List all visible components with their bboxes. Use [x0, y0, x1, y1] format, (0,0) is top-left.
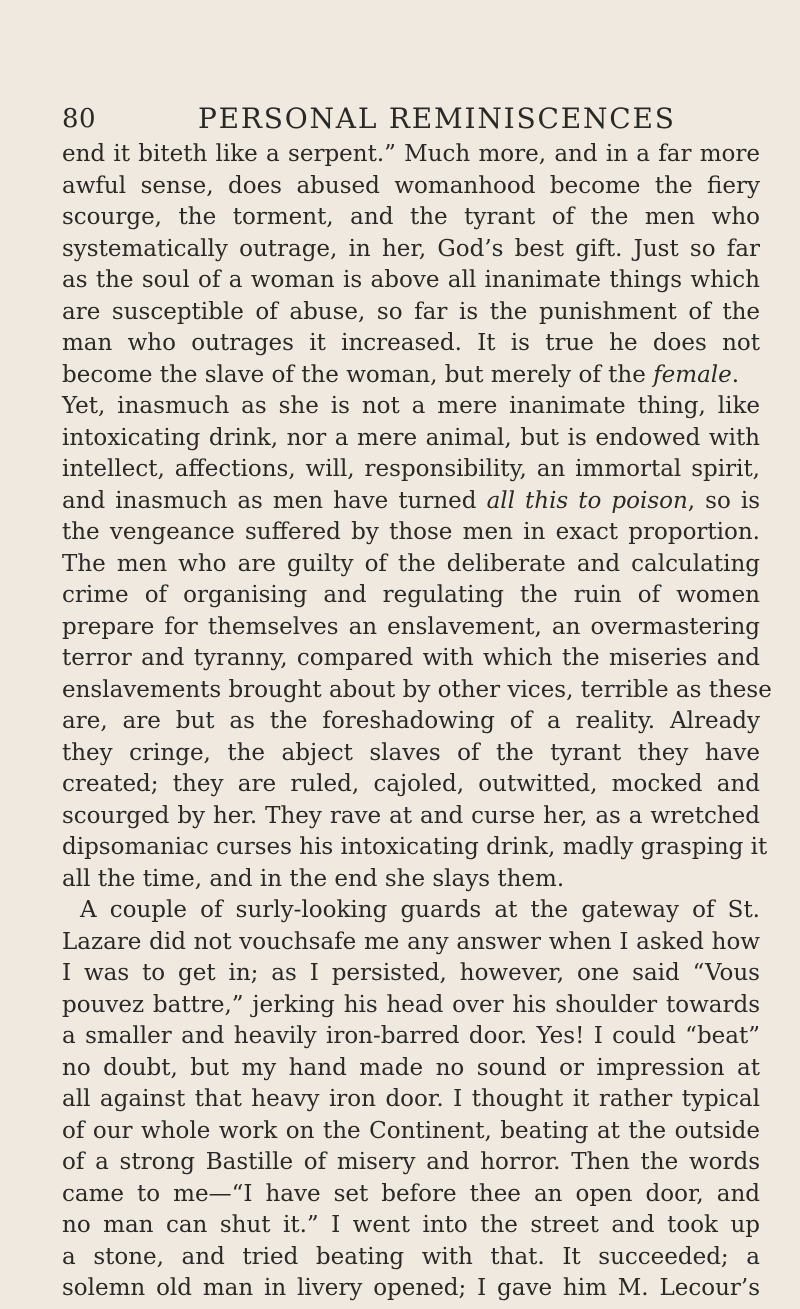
running-title: PERSONAL REMINISCENCES [198, 102, 676, 135]
text-line: Yet, inasmuch as she is not a mere inanimate thing, like [62, 393, 760, 419]
text-line [62, 486, 760, 518]
text-line: dipsomaniac curses his intoxicating drink, madly grasping it [62, 834, 768, 860]
emphasis-text: female [653, 361, 732, 388]
text-line: I was to get in; as I persisted, however, one said “Vous [62, 960, 760, 986]
page-header [62, 96, 762, 136]
text-line: came to me—“I have set before thee an open door, and [62, 1180, 760, 1207]
text-line: The men who are guilty of the deliberate and calculating [62, 550, 760, 577]
text-line: terror and tyranny, compared with which the miseries and [62, 645, 760, 671]
text-line: crime of organising and regulating the ruin of women [62, 582, 760, 608]
text-line: they cringe, the abject slaves of the tyrant they have [62, 739, 760, 766]
text-line: Lazare did not vouchsafe me any answer when I asked how [62, 928, 760, 955]
text-segment: . [731, 361, 740, 388]
text-line: systematically outrage, in her, God’s best gift. Just so far [62, 235, 760, 262]
text-line: intoxicating drink, nor a mere animal, but is endowed with [62, 424, 760, 451]
text-line: no doubt, but my hand made no sound or impression at [62, 1054, 760, 1081]
text-line: solemn old man in livery opened; I gave him M. Lecour’s [62, 1275, 760, 1301]
text-segment: become the slave of the woman, but merely of the [62, 361, 646, 388]
text-line: scourge, the torment, and the tyrant of the men who [62, 204, 760, 230]
text-line: of a strong Bastille of misery and horror. Then the words [62, 1149, 760, 1175]
text-line: are, are but as the foreshadowing of a reality. Already [62, 708, 760, 734]
text-line: man who outrages it increased. It is true he does not [62, 330, 760, 356]
text-line: end it biteth like a serpent.” Much more, and in a far more [62, 141, 760, 167]
text-line: pouvez battre,” jerking his head over his shoulder towards [62, 991, 760, 1018]
emphasis-text: all this to poison [486, 487, 688, 514]
text-line: A couple of surly-looking guards at the gateway of St. [80, 897, 760, 923]
text-line: all against that heavy iron door. I thought it rather typical [62, 1086, 760, 1112]
text-line [62, 360, 760, 392]
text-line: enslavements brought about by other vices, terrible as these [62, 676, 772, 703]
text-line: prepare for themselves an enslavement, an overmastering [62, 613, 760, 640]
text-line: are susceptible of abuse, so far is the punishment of the [62, 298, 760, 325]
text-line: awful sense, does abused womanhood become the fiery [62, 172, 760, 199]
text-line: a smaller and heavily iron-barred door. Yes! I could “beat” [62, 1023, 760, 1049]
text-line: scourged by her. They rave at and curse her, as a wretched [62, 802, 760, 829]
text-line: intellect, affections, will, responsibility, an immortal spirit, [62, 456, 760, 482]
text-line: no man can shut it.” I went into the street and took up [62, 1212, 760, 1238]
text-line: of our whole work on the Continent, beating at the outside [62, 1117, 760, 1144]
text-line: a stone, and tried beating with that. It succeeded; a [62, 1243, 760, 1270]
text-line: all the time, and in the end she slays them. [62, 865, 565, 892]
text-segment: , so is [687, 487, 760, 514]
text-segment: and inasmuch as men have turned [62, 487, 477, 514]
text-line: as the soul of a woman is above all inanimate things which [62, 267, 760, 293]
body-text [62, 139, 772, 1305]
text-line: created; they are ruled, cajoled, outwitted, mocked and [62, 771, 760, 797]
text-line: the vengeance suffered by those men in exact proportion. [62, 519, 760, 545]
page-number: 80 [62, 104, 97, 134]
